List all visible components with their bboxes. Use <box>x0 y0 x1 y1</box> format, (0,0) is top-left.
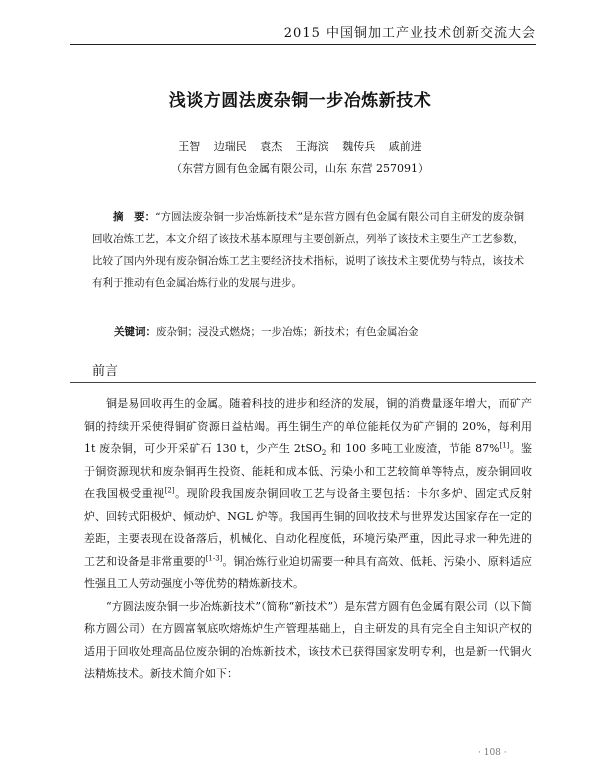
abstract-label: 摘 要： <box>113 211 156 223</box>
body-text <box>84 393 532 686</box>
citation-ref: [1-3] <box>205 553 223 562</box>
keywords-text: 废杂铜；浸没式燃烧；一步冶炼；新技术；有色金属冶金 <box>156 326 419 338</box>
p1-part-e: 。铜冶炼行业迫切需要一种具有高效、低耗、污染小、原料适应性强且工人劳动强度小等优势的精炼新技术。 <box>84 554 532 590</box>
affiliation: （东营方圆有色金属有限公司，山东 东营 257091） <box>171 162 429 175</box>
abstract-text: “方圆法废杂铜一步冶炼新技术”是东营方圆有色金属有限公司自主研发的废杂铜回收冶炼工艺，本文介绍了该技术基本原理与主要创新点，列举了该技术主要生产工艺参数，比较了国内外现有废杂铜冶炼工艺主要经济技术指标，说明了该技术主要优势与特点，该技术有利于推动有色金属冶炼行业的发展与进步。 <box>92 211 525 289</box>
abstract <box>92 206 524 294</box>
section-rule <box>70 382 536 383</box>
paragraph-1 <box>84 393 532 596</box>
p1-part-d: 。现阶段我国废杂铜回收工艺与设备主要包括：卡尔多炉、固定式反射炉、回转式阳极炉、倾动炉、NGL 炉等。我国再生铜的回收技术与世界发达国家存在一定的差距，主要表现在设备落后，机械化、自动化程度低，环境污染严重，因此寻求一种先进的工艺和设备是非常重要的 <box>84 487 533 568</box>
citation-ref: [1] <box>499 441 510 450</box>
author-list: 王智 边瑞民 袁杰 王海滨 魏传兵 戚前进 <box>178 140 422 153</box>
conference-header: 2015 中国铜加工产业技术创新交流大会 <box>283 26 536 41</box>
keywords-label: 关键词： <box>114 326 156 338</box>
page-number: · 108 · <box>478 748 507 758</box>
so2-subscript: 2 <box>321 449 327 458</box>
citation-ref: [2] <box>164 486 175 495</box>
keywords <box>114 322 534 342</box>
p1-part-c: 。鉴于铜资源现状和废杂铜再生投资、能耗和成本低、污染小和工艺较简单等特点，废杂铜回收在我国极受重视 <box>84 442 533 500</box>
header-rule <box>70 44 536 45</box>
p1-part-a: 铜是易回收再生的金属。随着科技的进步和经济的发展，铜的消费量逐年增大，而矿产铜的持续开采使得铜矿资源日益枯竭。再生铜生产的单位能耗仅为矿产铜的 20%，每利用 1t 废杂铜，可少开采矿石 130 t，少产生 2tSO <box>84 397 532 455</box>
paragraph-2: “方圆法废杂铜一步冶炼新技术”（简称“新技术”）是东营方圆有色金属有限公司（以下简称方圆公司）在方圆富氧底吹熔炼炉生产管理基础上，自主研发的具有完全自主知识产权的适用于回收处理高品位废杂铜的冶炼新技术，该技术已获得国家发明专利，也是新一代铜火法精炼技术。新技术简介如下： <box>84 599 532 680</box>
paper-title: 浅谈方圆法废杂铜一步冶炼新技术 <box>168 91 432 111</box>
section-heading: 前言 <box>92 364 119 379</box>
p1-part-b: 和 100 多吨工业废渣，节能 87% <box>326 442 500 455</box>
